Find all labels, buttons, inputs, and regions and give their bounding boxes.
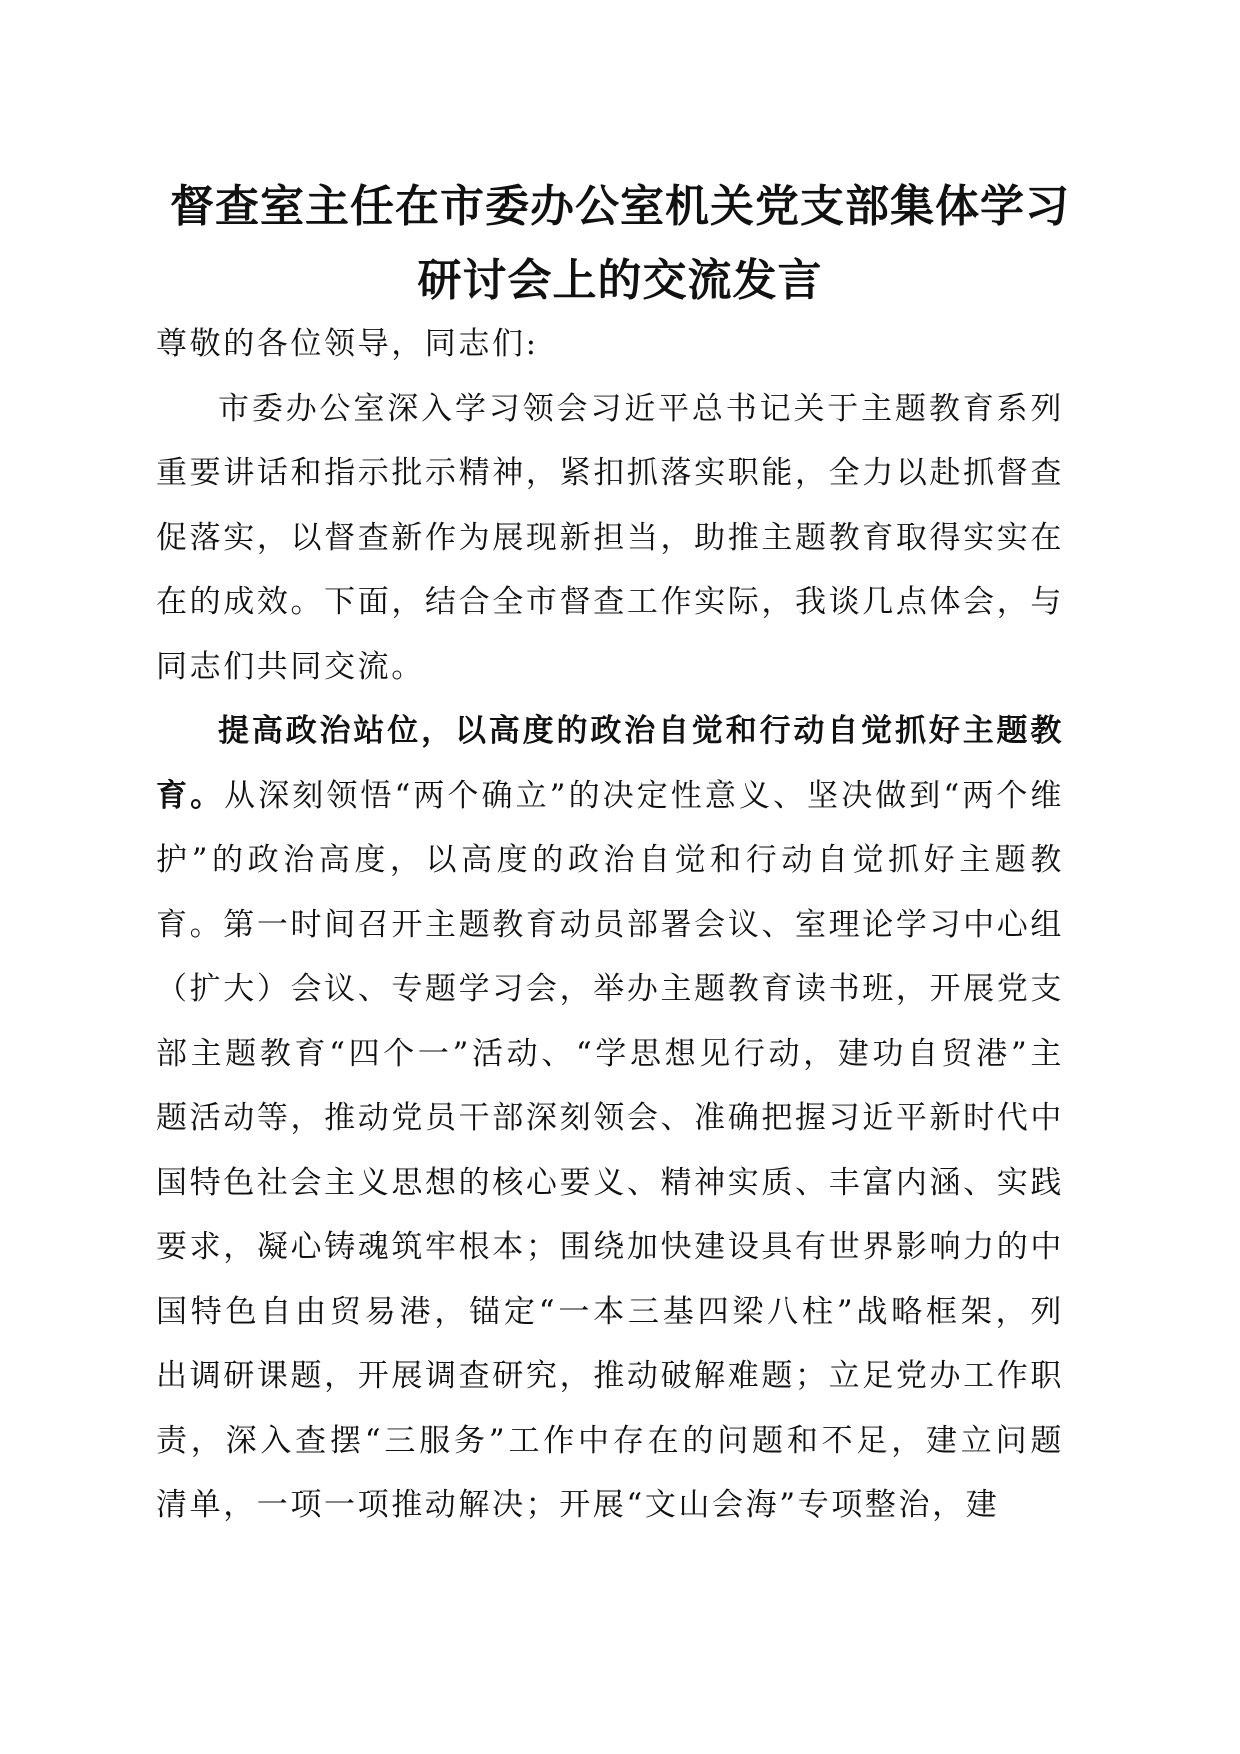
paragraph-body: 从深刻领悟“两个确立”的决定性意义、坚决做到“两个维护”的政治高度，以高度的政治自觉和行动自觉抓好主题教育。第一时间召开主题教育动员部署会议、室理论学习中心组（扩大）会议、专题学习会，举办主题教育读书班，开展党支部主题教育“四个一”活动、“学思想见行动，建功自贸港”主题活动等，推动党员干部深刻领会、准确把握习近平新时代中国特色社会主义思想的核心要义、精神实质、丰富内涵、实践要求，凝心铸魂筑牢根本；围绕加快建设具有世界影响力的中国特色自由贸易港，锚定“一本三基四梁八柱”战略框架，列出调研课题，开展调查研究，推动破解难题；立足党办工作职责，深入查摆“三服务”工作中存在的问题和不足，建立问题清单，一项一项推动解决；开展“文山会海”专项整治，建 [156,777,1064,1523]
paragraph-intro: 市委办公室深入学习领会习近平总书记关于主题教育系列重要讲话和指示批示精神，紧扣抓落实职能，全力以赴抓督查促落实，以督查新作为展现新担当，助推主题教育取得实实在在的成效。下面，结合全市督查工作实际，我谈几点体会，与同志们共同交流。 [156,390,1064,685]
salutation: 尊敬的各位领导，同志们: [156,326,539,362]
title-line-1: 督查室主任在市委办公室机关党支部集体学习 [170,181,1070,232]
title-line-2: 研讨会上的交流发言 [417,255,823,306]
document-title [150,170,1090,318]
paragraph-heading: 提高政治站位，以高度的政治自觉和行动自觉抓好主题教育。 [156,713,1064,814]
document-body [156,312,1064,1538]
paragraph-political-stance [156,699,1064,1538]
